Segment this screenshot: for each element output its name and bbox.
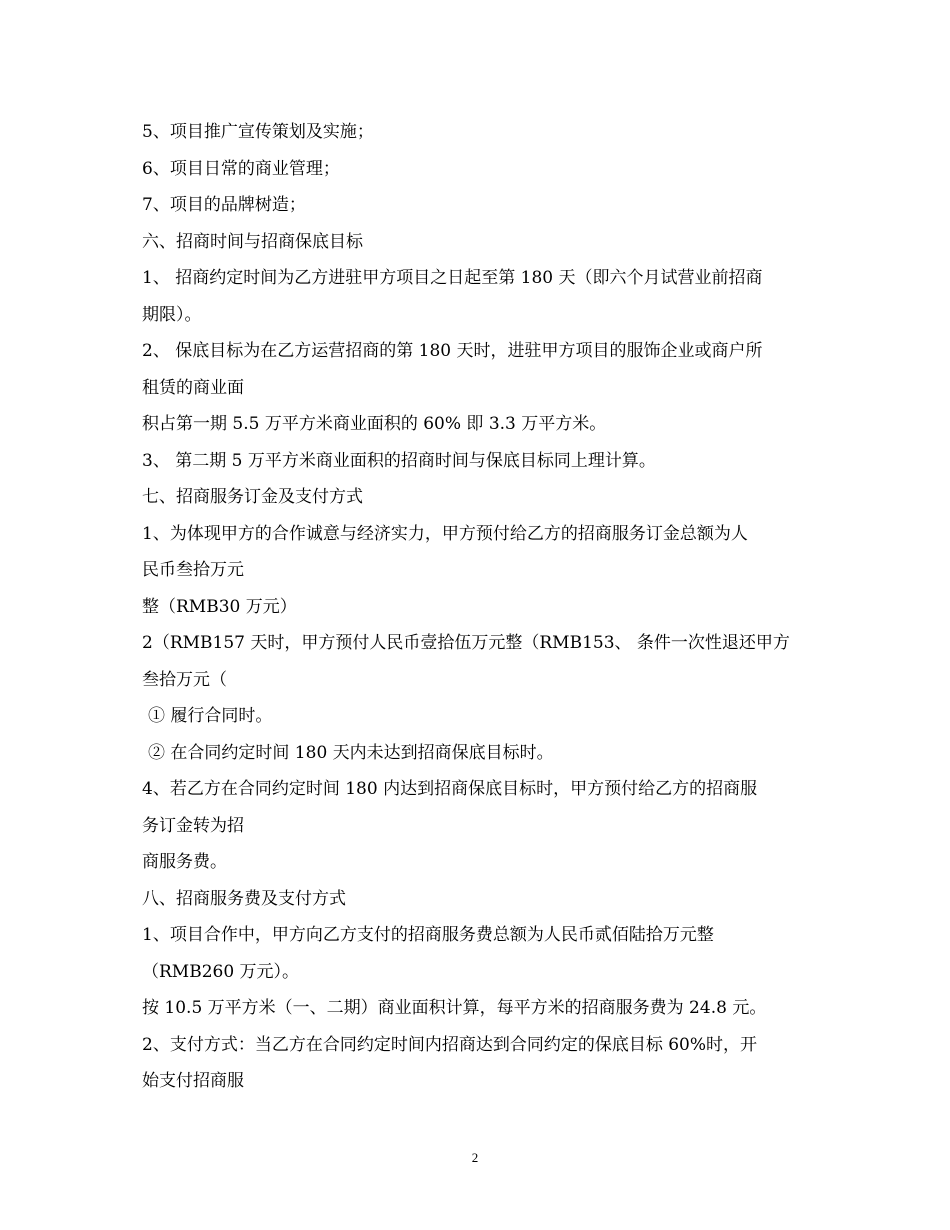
section-heading: 八、招商服务费及支付方式 [142,888,346,909]
text-line: 7、项目的品牌树造； [142,195,306,215]
text-line: 1、项目合作中，甲方向乙方支付的招商服务费总额为人民币贰佰陆拾万元整 [142,925,714,945]
section-heading: 七、招商服务订金及支付方式 [142,487,363,507]
text-line: 期限）。 [142,304,202,325]
text-line: 按 10.5 万平方米（一、二期）商业面积计算，每平方米的招商服务费为 24.8 元。 [142,998,767,1018]
text-line: 4、若乙方在合同约定时间 180 内达到招商保底目标时，甲方预付给乙方的招商服 [142,779,758,799]
text-line: 商服务费。 [142,852,227,872]
sub-item: ② 在合同约定时间 180 天内未达到招商保底目标时。 [148,742,554,763]
text-line: 积占第一期 5.5 万平方米商业面积的 60% 即 3.3 万平方米。 [142,414,607,434]
text-line: 5、项目推广宣传策划及实施； [142,122,374,142]
text-line: 2、 保底目标为在乙方运营招商的第 180 天时，进驻甲方项目的服饰企业或商户所 [142,341,763,361]
text-line: 整（RMB30 万元） [142,596,297,617]
document-body [142,114,812,1100]
text-line: 6、项目日常的商业管理； [142,158,340,179]
text-line: 2、支付方式：当乙方在合同约定时间内招商达到合同约定的保底目标 60%时，开 [142,1034,758,1055]
page-number: 2 [471,1150,479,1165]
sub-item: ① 履行合同时。 [148,706,273,726]
text-line: 民币叁拾万元 [142,560,244,580]
section-heading: 六、招商时间与招商保底目标 [142,231,363,252]
text-line: 1、 招商约定时间为乙方进驻甲方项目之日起至第 180 天（即六个月试营业前招商 [142,268,763,288]
text-line: 租赁的商业面 [142,377,244,398]
text-line: 始支付招商服 [142,1071,244,1091]
text-line: 1、为体现甲方的合作诚意与经济实力，甲方预付给乙方的招商服务订金总额为人 [142,523,748,544]
text-line: （RMB260 万元）。 [142,961,300,982]
text-line: 3、 第二期 5 万平方米商业面积的招商时间与保底目标同上理计算。 [142,450,656,471]
text-line: 叁拾万元（ [142,669,227,690]
text-line: 2（RMB157 天时，甲方预付人民币壹拾伍万元整（RMB153、 条件一次性退还甲方 [142,633,790,653]
text-line: 务订金转为招 [142,815,244,836]
